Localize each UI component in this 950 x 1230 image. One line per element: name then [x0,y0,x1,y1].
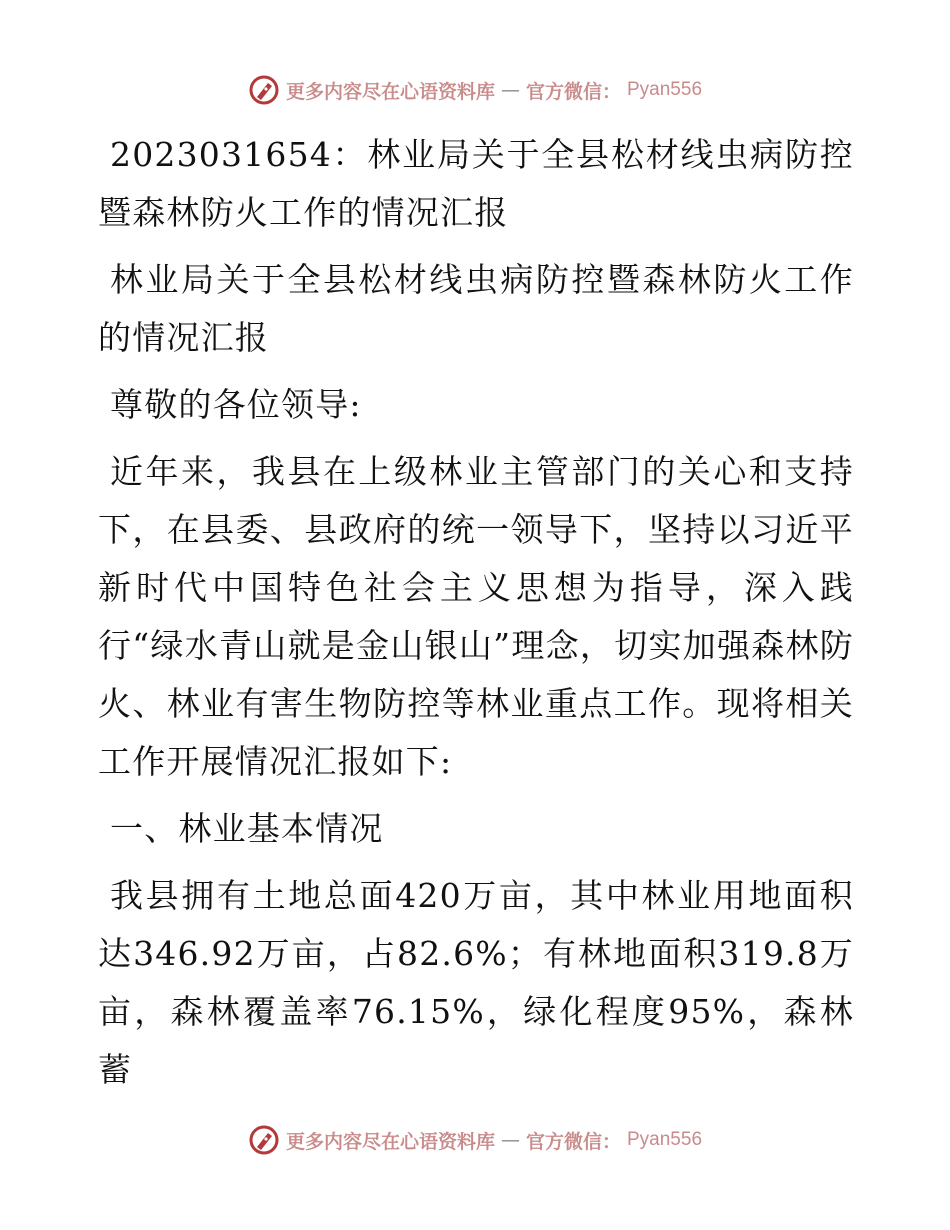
intro-paragraph: 近年来，我县在上级林业主管部门的关心和支持下，在县委、县政府的统一领导下，坚持以习近平新时代中国特色社会主义思想为指导，深入践行“绿水青山就是金山银山”理念，切实加强森林防火、林业有害生物防控等林业重点工作。现将相关工作开展情况汇报如下: [98,452,854,781]
watermark-brand: 更多内容尽在心语资料库 [285,80,495,103]
watermark-account: Pyan556 [627,1129,703,1150]
header-watermark [0,74,950,106]
salutation: 尊敬的各位领导: [110,385,362,424]
pen-nib-icon [248,74,280,106]
section-paragraph: 我县拥有土地总面420万亩，其中林业用地面积达346.92万亩，占82.6%；有林地面积319.8万亩，森林覆盖率76.15%，绿化程度95%，森林蓄 [98,876,854,1089]
document-subtitle: 林业局关于全县松材线虫病防控暨森林防火工作的情况汇报 [98,260,854,357]
watermark-channel: 官方微信： [525,80,621,103]
document-title: 2023031654：林业局关于全县松材线虫病防控暨森林防火工作的情况汇报 [98,135,854,232]
watermark-brand: 更多内容尽在心语资料库 [285,1130,495,1153]
watermark-channel: 官方微信： [525,1130,621,1153]
watermark-separator: — [500,1129,520,1151]
pen-nib-icon [248,1124,280,1156]
watermark-account: Pyan556 [627,79,703,100]
footer-watermark [0,1124,950,1156]
document-body [98,126,854,1108]
section-heading: 一、林业基本情况 [110,809,384,848]
watermark-separator: — [500,79,520,101]
